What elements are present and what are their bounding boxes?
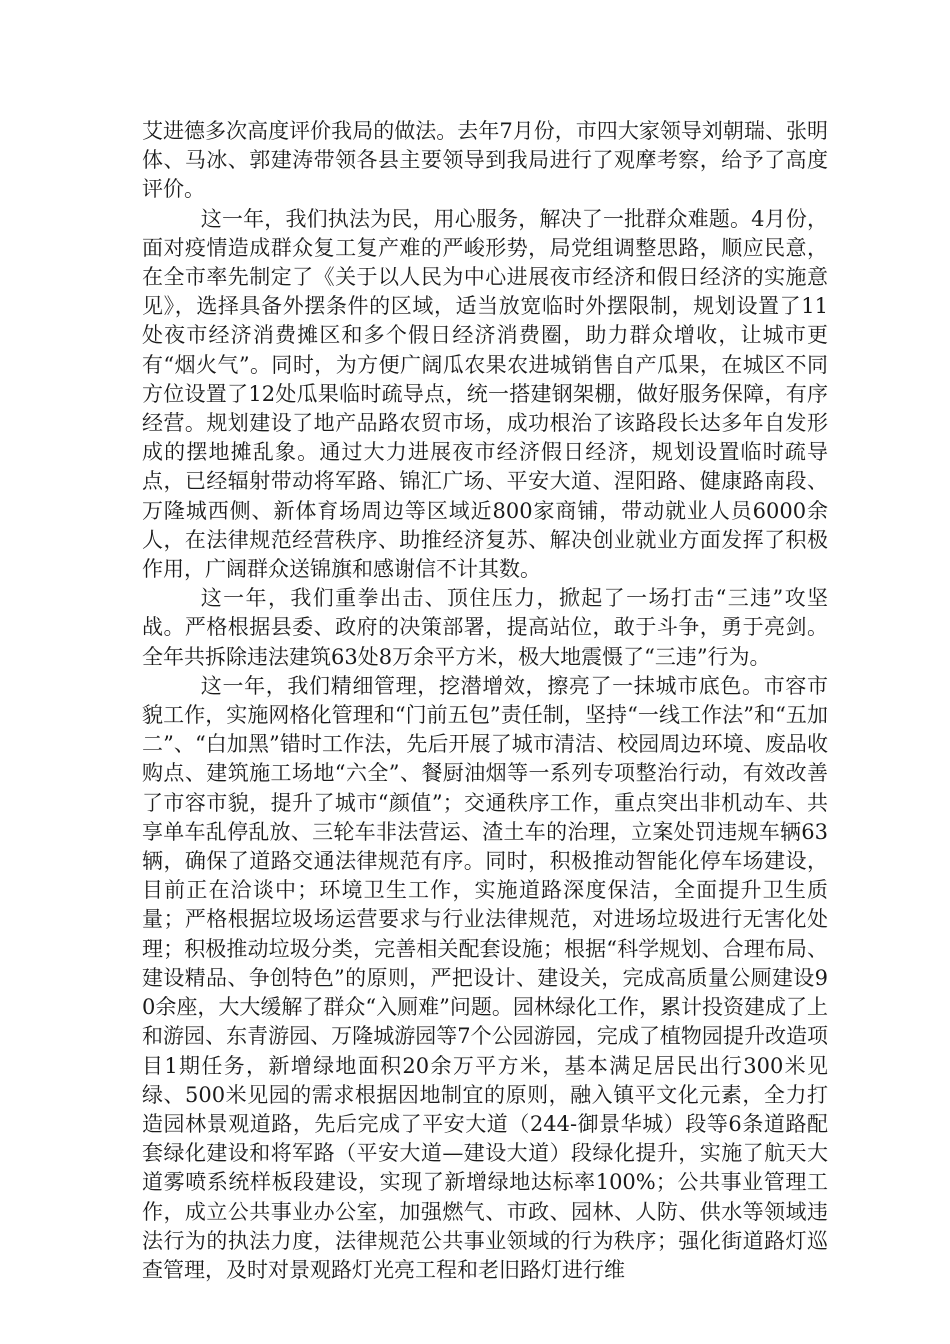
paragraph-city-management: 这一年，我们精细管理，挖潜增效，擦亮了一抹城市底色。市容市貌工作，实施网格化管理和“门前五包”责任制，坚持“一线工作法”和“五加二”、“白加黑”错时工作法，先后开展了城市清洁、校园周边环境、废品收购点、建筑施工场地“六全”、餐厨油烟等一系列专项整治行动，有效改善了市容市貌，提升了城市“颜值”；交通秩序工作，重点突出非机动车、共享单车乱停乱放、三轮车非法营运、渣土车的治理，立案处罚违规车辆63辆，确保了道路交通法律规范有序。同时，积极推动智能化停车场建设，目前正在洽谈中；环境卫生工作，实施道路深度保洁，全面提升卫生质量；严格根据垃圾场运营要求与行业法律规范，对进场垃圾进行无害化处理；积极推动垃圾分类，完善相关配套设施；根据“科学规划、合理布局、建设精品、争创特色”的原则，严把设计、建设关，完成高质量公厕建设90余座，大大缓解了群众“入厕难”问题。园林绿化工作，累计投资建成了上和游园、东青游园、万隆城游园等7个公园游园，完成了植物园提升改造项目1期任务，新增绿地面积20余万平方米，基本满足居民出行300米见绿、500米见园的需求根据因地制宜的原则，融入镇平文化元素，全力打造园林景观道路，先后完成了平安大道（244-御景华城）段等6条道路配套绿化建设和将军路（平安大道—建设大道）段绿化提升，实施了航天大道雾喷系统样板段建设，实现了新增绿地达标率100%；公共事业管理工作，成立公共事业办公室，加强燃气、市政、园林、人防、供水等领域违法行为的执法力度，法律规范公共事业领域的行为秩序；强化街道路灯巡查管理，及时对景观路灯光亮工程和老旧路灯进行维 xyxy=(142,673,828,1282)
document-body xyxy=(142,117,828,1285)
paragraph-continuation: 艾进德多次高度评价我局的做法。去年7月份，市四大家领导刘朝瑞、张明体、马冰、郭建涛带领各县主要领导到我局进行了观摩考察，给予了高度评价。 xyxy=(142,119,828,202)
paragraph-night-economy: 这一年，我们执法为民，用心服务，解决了一批群众难题。4月份，面对疫情造成群众复工复产难的严峻形势，局党组调整思路，顺应民意，在全市率先制定了《关于以人民为中心进展夜市经济和假日经济的实施意见》，选择具备外摆条件的区域，适当放宽临时外摆限制，规划设置了11处夜市经济消费摊区和多个假日经济消费圈，助力群众增收，让城市更有“烟火气”。同时，为方便广阔瓜农果农进城销售自产瓜果，在城区不同方位设置了12处瓜果临时疏导点，统一搭建钢架棚，做好服务保障，有序经营。规划建设了地产品路农贸市场，成功根治了该路段长达多年自发形成的摆地摊乱象。通过大力进展夜市经济假日经济，规划设置临时疏导点，已经辐射带动将军路、锦汇广场、平安大道、涅阳路、健康路南段、万隆城西侧、新体育场周边等区域近800家商铺，带动就业人员6000余人，在法律规范经营秩序、助推经济复苏、解决创业就业方面发挥了积极作用，广阔群众送锦旗和感谢信不计其数。 xyxy=(142,206,828,582)
paragraph-illegal-construction: 这一年，我们重拳出击、顶住压力，掀起了一场打击“三违”攻坚战。严格根据县委、政府的决策部署，提高站位，敢于斗争，勇于亮剑。全年共拆除违法建筑63处8万余平方米，极大地震慑了“三违”行为。 xyxy=(142,586,828,669)
